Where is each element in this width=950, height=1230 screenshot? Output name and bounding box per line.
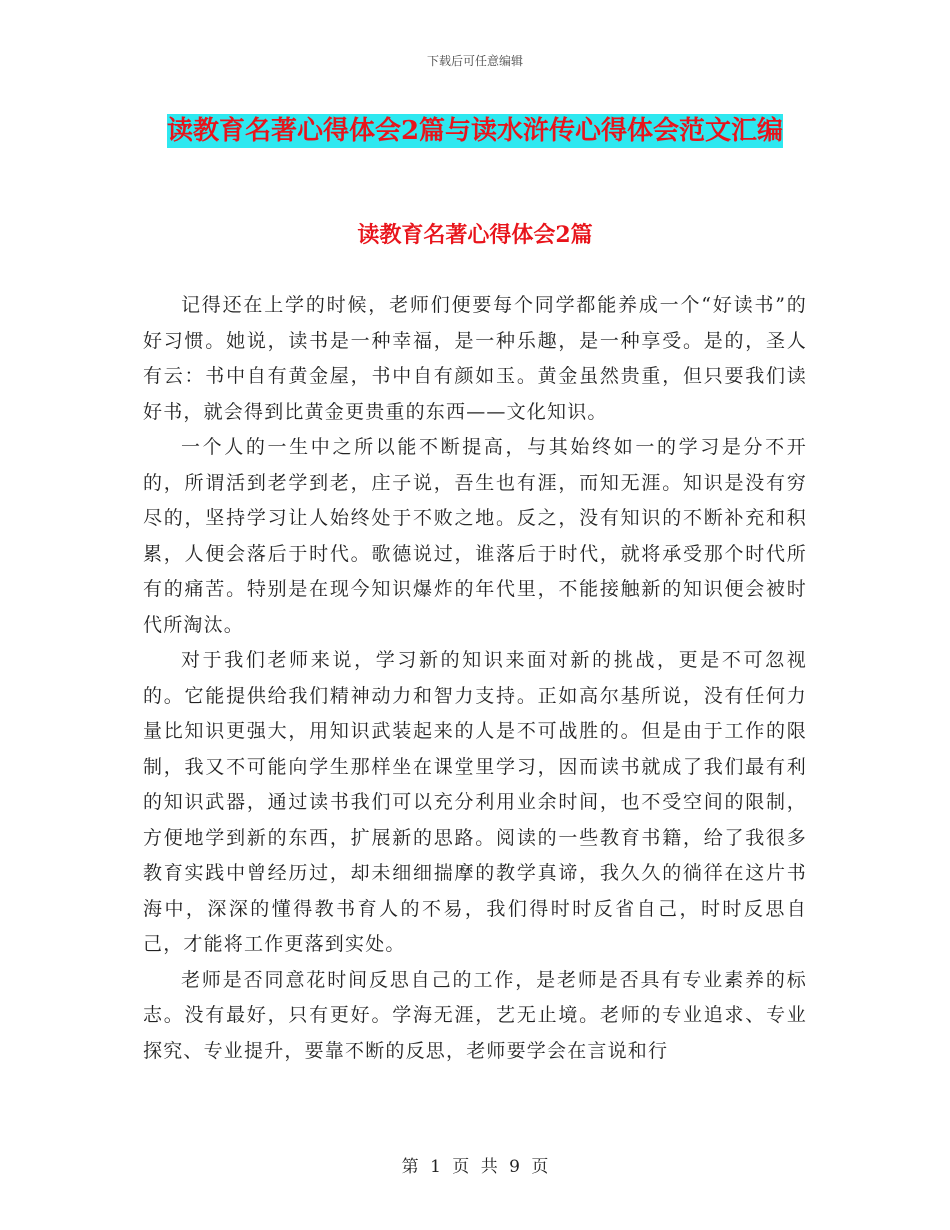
section-title: 读教育名著心得体会2篇 (357, 222, 593, 248)
paragraph: 记得还在上学的时候，老师们便要每个同学都能养成一个“好读书”的好习惯。她说，读书是一种幸福，是一种乐趣，是一种享受。是的，圣人有云：书中自有黄金屋，书中自有颜如玉。黄金虽然贵重，但只要我们读好书，就会得到比黄金更贵重的东西——文化知识。 (143, 294, 807, 423)
page-header-note: 下载后可任意编辑 (426, 54, 523, 68)
paragraph: 一个人的一生中之所以能不断提高，与其始终如一的学习是分不开的，所谓活到老学到老，庄子说，吾生也有涯，而知无涯。知识是没有穷尽的，坚持学习让人始终处于不败之地。反之，没有知识的不断补充和积累，人便会落后于时代。歌德说过，谁落后于时代，就将承受那个时代所有的痛苦。特别是在现今知识爆炸的年代里，不能接触新的知识便会被时代所淘汰。 (143, 436, 807, 636)
document-title (140, 108, 810, 154)
paragraph: 对于我们老师来说，学习新的知识来面对新的挑战，更是不可忽视的。它能提供给我们精神动力和智力支持。正如高尔基所说，没有任何力量比知识更强大，用知识武装起来的人是不可战胜的。但是由于工作的限制，我又不可能向学生那样坐在课堂里学习，因而读书就成了我们最有利的知识武器，通过读书我们可以充分利用业余时间，也不受空间的限制，方便地学到新的东西，扩展新的思路。阅读的一些教育书籍，给了我很多教育实践中曾经历过，却未细细揣摩的教学真谛，我久久的徜徉在这片书海中，深深的懂得教书育人的不易，我们得时时反省自己，时时反思自己，才能将工作更落到实处。 (143, 649, 807, 955)
document-body (143, 288, 807, 1069)
document-title-text: 读教育名著心得体会2篇与读水浒传心得体会范文汇编 (166, 116, 784, 146)
paragraph: 老师是否同意花时间反思自己的工作，是老师是否具有专业素养的标志。没有最好，只有更好。学海无涯，艺无止境。老师的专业追求、专业探究、专业提升，要靠不断的反思，老师要学会在言说和行 (143, 968, 807, 1062)
page-number-footer: 第 1 页 共 9 页 (401, 1157, 549, 1177)
